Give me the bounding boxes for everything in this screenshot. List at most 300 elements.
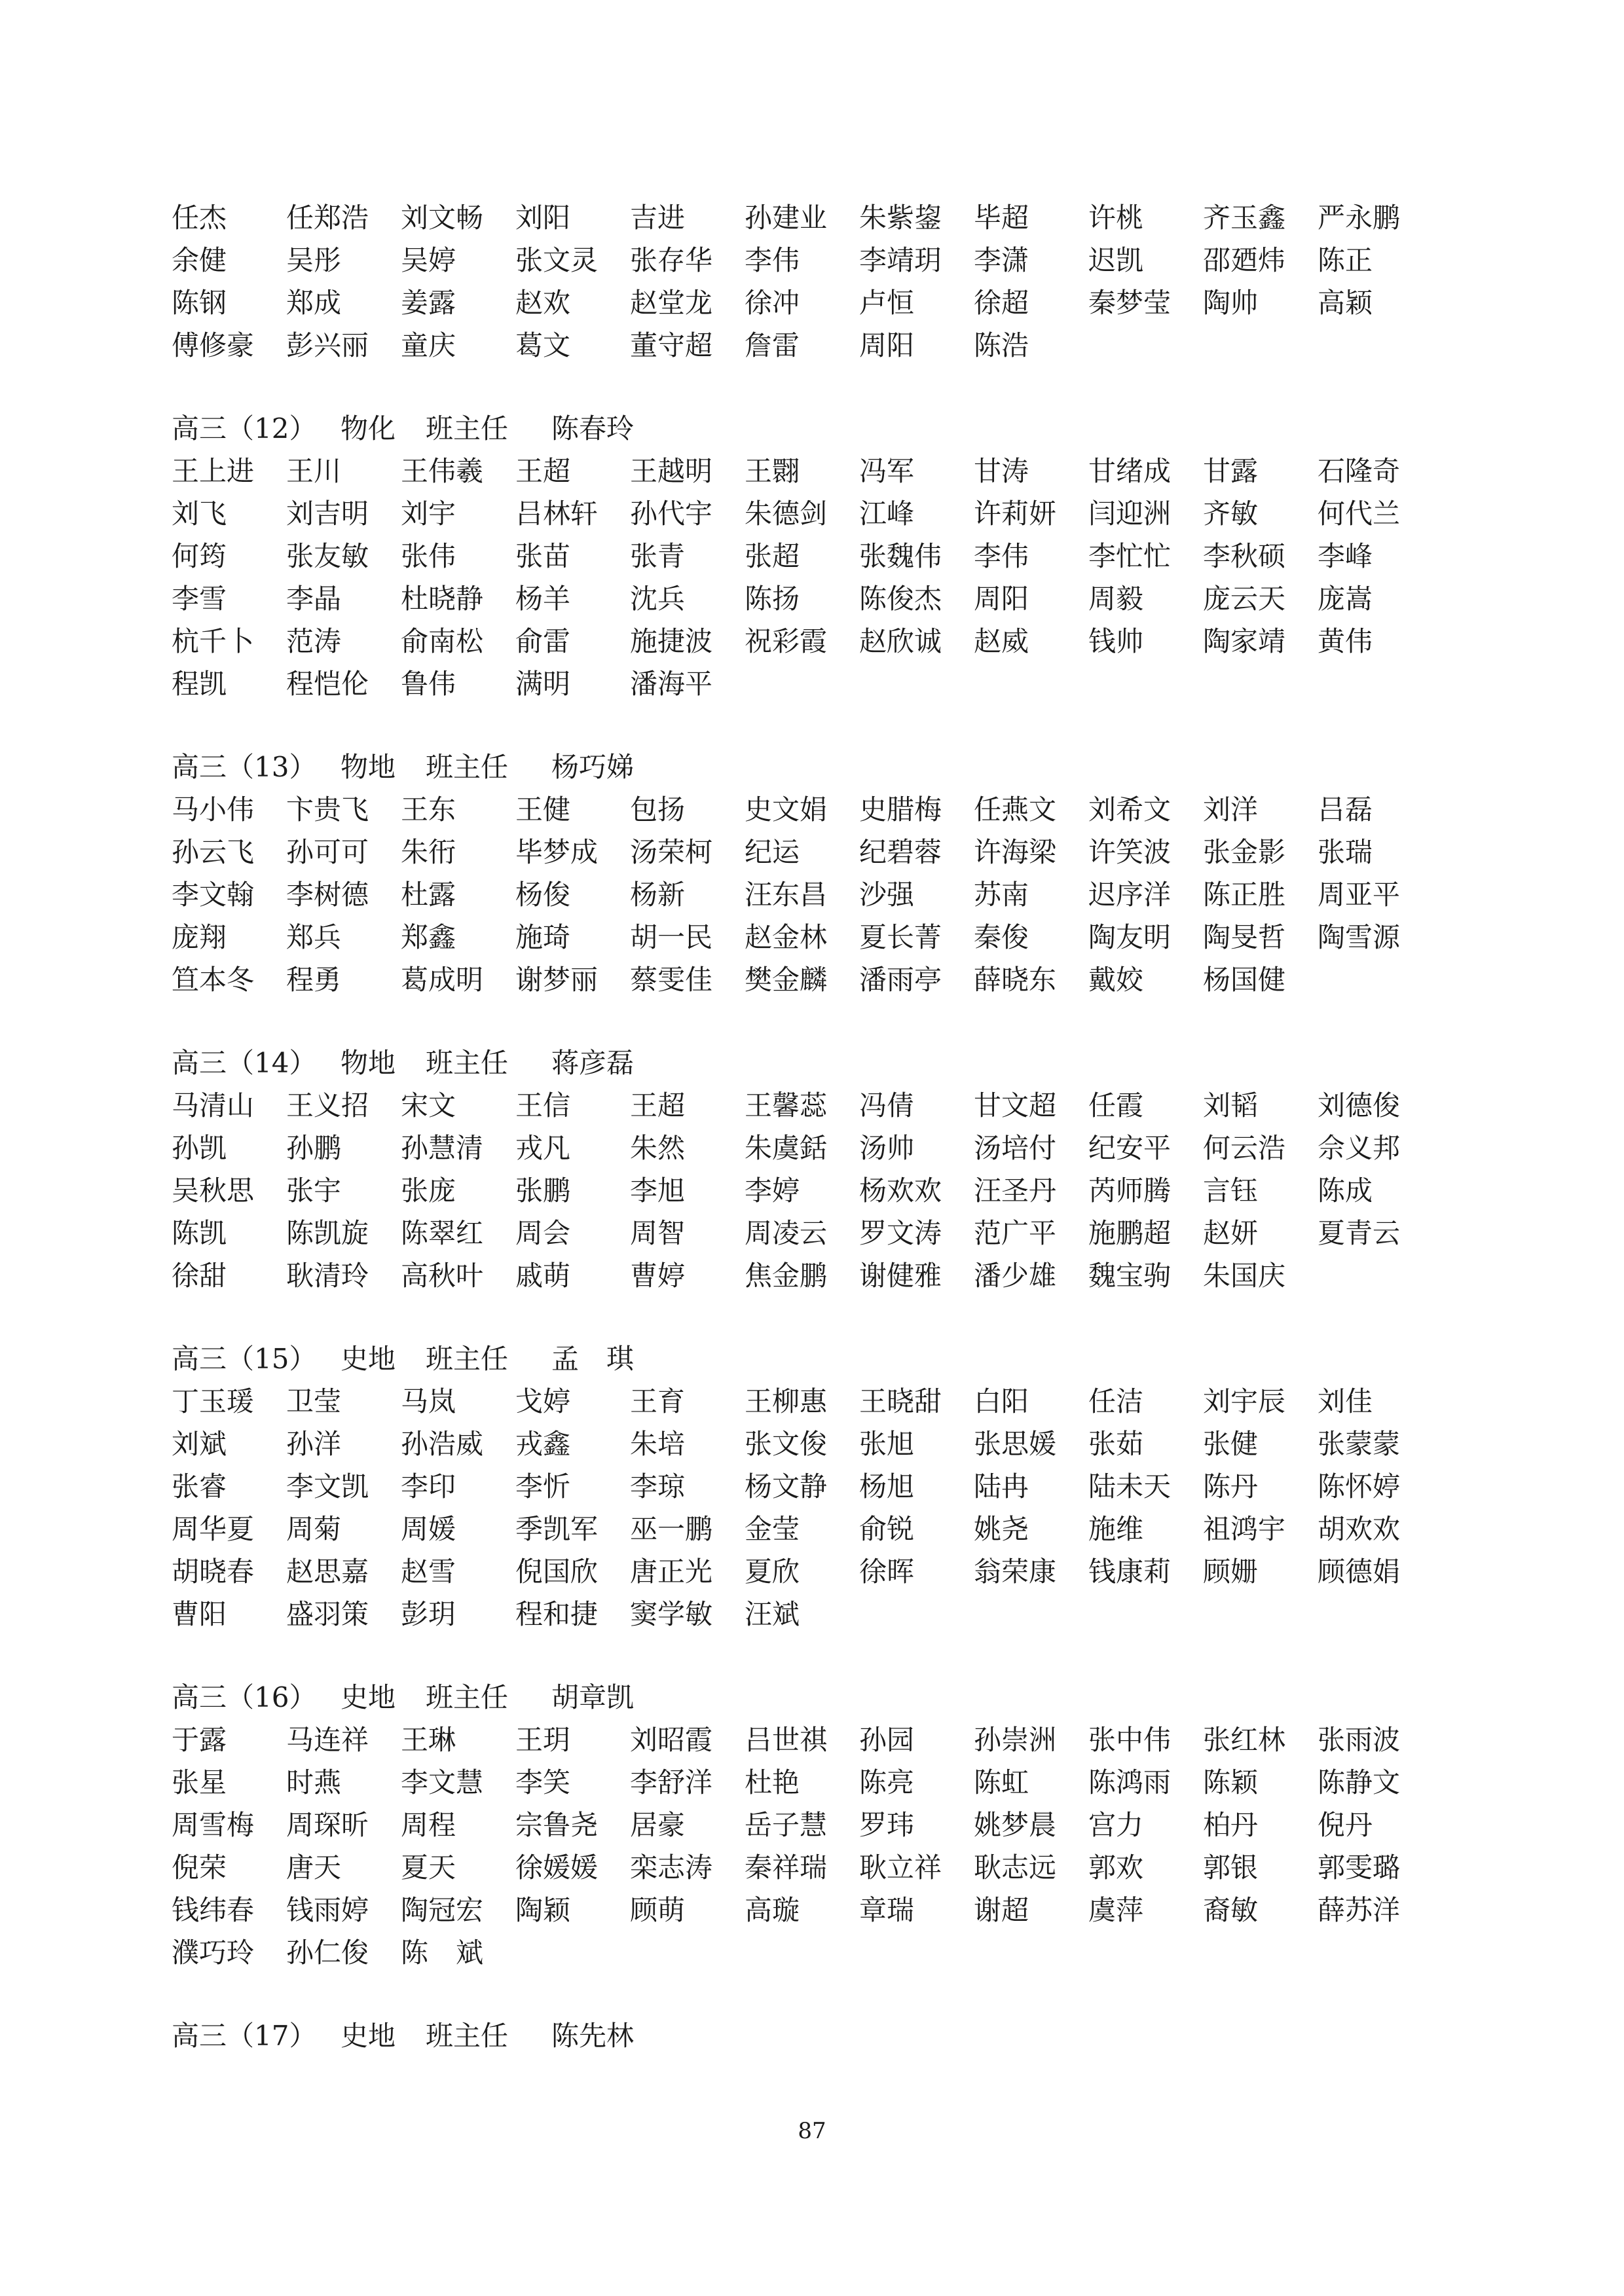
class-header <box>172 2014 1481 2057</box>
student-name: 焦金鹏 <box>745 1260 828 1292</box>
student-name: 卞贵飞 <box>286 793 369 826</box>
student-name: 赵欣诚 <box>859 625 942 657</box>
student-name: 裔敏 <box>1203 1894 1259 1926</box>
student-name: 杜露 <box>401 879 456 911</box>
student-name: 戎鑫 <box>515 1428 571 1460</box>
student-name: 李文慧 <box>401 1766 484 1798</box>
student-name: 葛文 <box>515 329 571 361</box>
student-name: 陶旻哲 <box>1203 921 1286 953</box>
student-name: 齐玉鑫 <box>1203 202 1286 234</box>
student-name: 张青 <box>630 540 686 572</box>
student-name: 李舒洋 <box>630 1766 713 1798</box>
student-name: 王超 <box>515 455 571 487</box>
student-name: 倪丹 <box>1318 1809 1373 1841</box>
student-name: 张存华 <box>630 244 713 276</box>
student-name: 陈正胜 <box>1203 879 1286 911</box>
student-name: 祖鸿宇 <box>1203 1513 1286 1545</box>
class-subject: 史地 <box>341 1343 396 1375</box>
student-name: 孙建业 <box>745 202 828 234</box>
student-name: 汤荣柯 <box>630 836 713 868</box>
student-name: 迟凯 <box>1088 244 1144 276</box>
student-name: 谢健雅 <box>859 1260 942 1292</box>
student-name: 张苗 <box>515 540 571 572</box>
student-name: 刘阳 <box>515 202 571 234</box>
student-name: 彭玥 <box>401 1598 456 1630</box>
student-name: 周会 <box>515 1217 571 1249</box>
student-name: 周雪梅 <box>172 1809 255 1841</box>
student-name: 张星 <box>172 1766 227 1798</box>
student-name: 刘佳 <box>1318 1385 1373 1417</box>
student-name: 陈 斌 <box>401 1937 484 1969</box>
student-name: 张鹏 <box>515 1175 571 1207</box>
class-teacher-role: 班主任 <box>426 751 509 783</box>
student-name: 何代兰 <box>1318 498 1401 530</box>
student-name: 王馨蕊 <box>745 1089 828 1121</box>
student-name: 孙崇洲 <box>974 1724 1057 1756</box>
student-name: 陈静文 <box>1318 1766 1401 1798</box>
student-name: 秦梦莹 <box>1088 287 1172 319</box>
student-name: 纪碧蓉 <box>859 836 942 868</box>
student-name: 许桃 <box>1088 202 1144 234</box>
class-name: 高三（13） <box>172 751 317 783</box>
student-name: 陈俊杰 <box>859 583 942 615</box>
class-subject: 物化 <box>341 412 396 445</box>
student-name: 孙洋 <box>286 1428 342 1460</box>
student-name: 邵廼炜 <box>1203 244 1286 276</box>
student-name: 杨新 <box>630 879 686 911</box>
student-name: 任霞 <box>1088 1089 1144 1121</box>
student-name: 姚梦晨 <box>974 1809 1057 1841</box>
student-name: 王义招 <box>286 1089 369 1121</box>
student-name: 姜露 <box>401 287 456 319</box>
student-name: 董守超 <box>630 329 713 361</box>
student-name: 戚萌 <box>515 1260 571 1292</box>
student-name: 周华夏 <box>172 1513 255 1545</box>
student-name: 濮巧玲 <box>172 1937 255 1969</box>
student-name: 陈正 <box>1318 244 1373 276</box>
student-name: 刘昭霞 <box>630 1724 713 1756</box>
student-name: 芮师腾 <box>1088 1175 1172 1207</box>
student-name: 岳子慧 <box>745 1809 828 1841</box>
student-name: 周凌云 <box>745 1217 828 1249</box>
student-name: 孙凯 <box>172 1132 227 1164</box>
student-name: 钱雨婷 <box>286 1894 369 1926</box>
student-name: 孙慧清 <box>401 1132 484 1164</box>
student-name: 胡晓春 <box>172 1556 255 1588</box>
student-name: 于露 <box>172 1724 227 1756</box>
student-name: 许海梁 <box>974 836 1057 868</box>
student-name: 耿志远 <box>974 1851 1057 1884</box>
class-teacher-name: 孟 琪 <box>551 1343 635 1375</box>
student-name: 王超 <box>630 1089 686 1121</box>
student-name-list <box>172 450 1481 705</box>
student-name: 顾萌 <box>630 1894 686 1926</box>
student-name: 王晓甜 <box>859 1385 942 1417</box>
student-name-list <box>172 788 1481 1001</box>
student-name: 汤培付 <box>974 1132 1057 1164</box>
class-section <box>172 1338 1481 1635</box>
class-teacher-role: 班主任 <box>426 1047 509 1079</box>
student-name: 刘德俊 <box>1318 1089 1401 1121</box>
class-header <box>172 1676 1481 1719</box>
student-name: 笪本冬 <box>172 964 255 996</box>
student-name: 王川 <box>286 455 342 487</box>
student-name: 王柳惠 <box>745 1385 828 1417</box>
student-name: 钱帅 <box>1088 625 1144 657</box>
student-name: 任郑浩 <box>286 202 369 234</box>
student-name: 施捷波 <box>630 625 713 657</box>
student-name: 杨文静 <box>745 1470 828 1503</box>
student-name: 陈鸿雨 <box>1088 1766 1172 1798</box>
class-header <box>172 407 1481 450</box>
student-name: 陶冠宏 <box>401 1894 484 1926</box>
student-name: 甘绪成 <box>1088 455 1172 487</box>
student-name: 严永鹏 <box>1318 202 1401 234</box>
class-subject: 史地 <box>341 1681 396 1713</box>
student-name: 徐超 <box>974 287 1029 319</box>
class-name: 高三（16） <box>172 1681 317 1713</box>
student-name: 葛成明 <box>401 964 484 996</box>
class-roster <box>172 196 1481 2098</box>
student-name: 徐晖 <box>859 1556 915 1588</box>
student-name: 陈钢 <box>172 287 227 319</box>
student-name: 赵妍 <box>1203 1217 1259 1249</box>
student-name: 徐媛媛 <box>515 1851 599 1884</box>
student-name: 俞南松 <box>401 625 484 657</box>
student-name: 窦学敏 <box>630 1598 713 1630</box>
student-name: 盛羽策 <box>286 1598 369 1630</box>
student-name: 王越明 <box>630 455 713 487</box>
student-name: 程勇 <box>286 964 342 996</box>
student-name: 赵思嘉 <box>286 1556 369 1588</box>
student-name: 夏青云 <box>1318 1217 1401 1249</box>
class-teacher-role: 班主任 <box>426 412 509 445</box>
student-name: 彭兴丽 <box>286 329 369 361</box>
student-name: 任燕文 <box>974 793 1057 826</box>
student-name: 卢恒 <box>859 287 915 319</box>
student-name: 陈丹 <box>1203 1470 1259 1503</box>
student-name: 朱培 <box>630 1428 686 1460</box>
student-name: 孙浩威 <box>401 1428 484 1460</box>
student-name: 程和捷 <box>515 1598 599 1630</box>
student-name: 范广平 <box>974 1217 1057 1249</box>
student-name: 樊金麟 <box>745 964 828 996</box>
student-name: 陶家靖 <box>1203 625 1286 657</box>
student-name: 佘义邦 <box>1318 1132 1401 1164</box>
student-name-list <box>172 1380 1481 1635</box>
student-name: 吕世祺 <box>745 1724 828 1756</box>
student-name: 李笑 <box>515 1766 571 1798</box>
student-name: 高秋叶 <box>401 1260 484 1292</box>
student-name: 高璇 <box>745 1894 800 1926</box>
class-section <box>172 1042 1481 1297</box>
student-name: 李潇 <box>974 244 1029 276</box>
student-name: 耿立祥 <box>859 1851 942 1884</box>
student-name: 陈颖 <box>1203 1766 1259 1798</box>
student-name: 夏欣 <box>745 1556 800 1588</box>
student-name: 庞云天 <box>1203 583 1286 615</box>
class-teacher-role: 班主任 <box>426 1681 509 1713</box>
student-name-list <box>172 196 1481 367</box>
student-name: 周程 <box>401 1809 456 1841</box>
student-name: 周阳 <box>859 329 915 361</box>
student-name: 周毅 <box>1088 583 1144 615</box>
student-name: 李雪 <box>172 583 227 615</box>
student-name: 纪运 <box>745 836 800 868</box>
student-name: 汪东昌 <box>745 879 828 911</box>
student-name: 任洁 <box>1088 1385 1144 1417</box>
student-name: 郭银 <box>1203 1851 1259 1884</box>
student-name: 毕超 <box>974 202 1029 234</box>
student-name: 王信 <box>515 1089 571 1121</box>
student-name: 沙强 <box>859 879 915 911</box>
student-name: 张庞 <box>401 1175 456 1207</box>
page-number: 87 <box>798 2118 826 2144</box>
student-name: 唐正光 <box>630 1556 713 1588</box>
student-name: 余健 <box>172 244 227 276</box>
student-name: 纪安平 <box>1088 1132 1172 1164</box>
student-name: 夏天 <box>401 1851 456 1884</box>
student-name: 栾志涛 <box>630 1851 713 1884</box>
student-name: 赵雪 <box>401 1556 456 1588</box>
student-name: 时燕 <box>286 1766 342 1798</box>
student-name: 马清山 <box>172 1089 255 1121</box>
student-name: 张蒙蒙 <box>1318 1428 1401 1460</box>
student-name: 戴姣 <box>1088 964 1144 996</box>
class-subject: 物地 <box>341 751 396 783</box>
student-name: 刘韬 <box>1203 1089 1259 1121</box>
student-name: 陆冉 <box>974 1470 1029 1503</box>
student-name: 李旭 <box>630 1175 686 1207</box>
student-name: 季凯军 <box>515 1513 599 1545</box>
student-name: 陈扬 <box>745 583 800 615</box>
student-name: 杨羊 <box>515 583 571 615</box>
student-name: 吴婷 <box>401 244 456 276</box>
student-name: 史文娟 <box>745 793 828 826</box>
student-name: 王琳 <box>401 1724 456 1756</box>
student-name: 曹阳 <box>172 1598 227 1630</box>
student-name: 李婷 <box>745 1175 800 1207</box>
student-name: 柏丹 <box>1203 1809 1259 1841</box>
student-name: 刘斌 <box>172 1428 227 1460</box>
student-name: 杭千卜 <box>172 625 255 657</box>
student-name: 张瑞 <box>1318 836 1373 868</box>
student-name: 张文俊 <box>745 1428 828 1460</box>
student-name: 陶帅 <box>1203 287 1259 319</box>
student-name: 朱紫鋆 <box>859 202 942 234</box>
student-name: 罗文涛 <box>859 1217 942 1249</box>
student-name: 杨国健 <box>1203 964 1286 996</box>
student-name: 王健 <box>515 793 571 826</box>
student-name: 吴秋思 <box>172 1175 255 1207</box>
student-name: 章瑞 <box>859 1894 915 1926</box>
student-name: 刘宇辰 <box>1203 1385 1286 1417</box>
student-name: 陈虹 <box>974 1766 1029 1798</box>
student-name: 刘洋 <box>1203 793 1259 826</box>
student-name: 言钰 <box>1203 1175 1259 1207</box>
student-name: 张雨波 <box>1318 1724 1401 1756</box>
student-name: 周阳 <box>974 583 1029 615</box>
student-name: 施维 <box>1088 1513 1144 1545</box>
student-name: 戎凡 <box>515 1132 571 1164</box>
class-teacher-name: 蒋彦磊 <box>551 1047 635 1079</box>
student-name: 戈婷 <box>515 1385 571 1417</box>
student-name: 闫迎洲 <box>1088 498 1172 530</box>
student-name: 金莹 <box>745 1513 800 1545</box>
student-name: 孙可可 <box>286 836 369 868</box>
student-name: 吉进 <box>630 202 686 234</box>
student-name: 王玥 <box>515 1724 571 1756</box>
student-name: 翁荣康 <box>974 1556 1057 1588</box>
student-name: 顾德娟 <box>1318 1556 1401 1588</box>
student-name: 庞嵩 <box>1318 583 1373 615</box>
student-name: 李树德 <box>286 879 369 911</box>
student-name: 秦俊 <box>974 921 1029 953</box>
student-name: 冯倩 <box>859 1089 915 1121</box>
student-name: 冯军 <box>859 455 915 487</box>
student-name: 卫莹 <box>286 1385 342 1417</box>
student-name: 王伟羲 <box>401 455 484 487</box>
student-name: 甘露 <box>1203 455 1259 487</box>
student-name: 张旭 <box>859 1428 915 1460</box>
student-name: 高颖 <box>1318 287 1373 319</box>
student-name: 郑成 <box>286 287 342 319</box>
student-name: 李忻 <box>515 1470 571 1503</box>
class-teacher-role: 班主任 <box>426 1343 509 1375</box>
student-name: 赵威 <box>974 625 1029 657</box>
student-name: 宋文 <box>401 1089 456 1121</box>
student-name: 刘希文 <box>1088 793 1172 826</box>
student-name: 张茹 <box>1088 1428 1144 1460</box>
class-name: 高三（12） <box>172 412 317 445</box>
student-name: 夏长菁 <box>859 921 942 953</box>
student-name: 杨旭 <box>859 1470 915 1503</box>
student-name: 满明 <box>515 668 571 700</box>
student-name: 郭雯璐 <box>1318 1851 1401 1884</box>
student-name: 王翾 <box>745 455 800 487</box>
student-name: 钱康莉 <box>1088 1556 1172 1588</box>
class-teacher-name: 陈春玲 <box>551 412 635 445</box>
student-name: 虞萍 <box>1088 1894 1144 1926</box>
student-name: 张红林 <box>1203 1724 1286 1756</box>
student-name: 谢梦丽 <box>515 964 599 996</box>
student-name: 何筠 <box>172 540 227 572</box>
class-name: 高三（17） <box>172 2020 317 2052</box>
student-name: 童庆 <box>401 329 456 361</box>
student-name: 胡一民 <box>630 921 713 953</box>
class-header <box>172 1042 1481 1084</box>
student-name: 曹婷 <box>630 1260 686 1292</box>
student-name: 李晶 <box>286 583 342 615</box>
student-name: 范涛 <box>286 625 342 657</box>
student-name: 陈翠红 <box>401 1217 484 1249</box>
student-name: 孙鹏 <box>286 1132 342 1164</box>
student-name: 张伟 <box>401 540 456 572</box>
student-name: 毕梦成 <box>515 836 599 868</box>
student-name-list <box>172 1719 1481 1974</box>
class-teacher-name: 陈先林 <box>551 2020 635 2052</box>
class-section <box>172 407 1481 705</box>
student-name: 王上进 <box>172 455 255 487</box>
student-name: 包扬 <box>630 793 686 826</box>
student-name: 陈成 <box>1318 1175 1373 1207</box>
student-name: 孙仁俊 <box>286 1937 369 1969</box>
student-name: 迟序洋 <box>1088 879 1172 911</box>
student-name: 吕林轩 <box>515 498 599 530</box>
student-name: 陈浩 <box>974 329 1029 361</box>
student-name: 张宇 <box>286 1175 342 1207</box>
class-name: 高三（15） <box>172 1343 317 1375</box>
student-name: 耿清玲 <box>286 1260 369 1292</box>
student-name: 李忙忙 <box>1088 540 1172 572</box>
student-name: 俞雷 <box>515 625 571 657</box>
student-name: 李靖玥 <box>859 244 942 276</box>
student-name: 顾姗 <box>1203 1556 1259 1588</box>
student-name: 石隆奇 <box>1318 455 1401 487</box>
class-teacher-name: 杨巧娣 <box>551 751 635 783</box>
student-name: 黄伟 <box>1318 625 1373 657</box>
student-name: 薛晓东 <box>974 964 1057 996</box>
student-name: 宫力 <box>1088 1809 1144 1841</box>
student-name: 姚尧 <box>974 1513 1029 1545</box>
student-name: 陈凯 <box>172 1217 227 1249</box>
student-name: 刘飞 <box>172 498 227 530</box>
student-name: 李秋硕 <box>1203 540 1286 572</box>
student-name: 孙代宇 <box>630 498 713 530</box>
student-name: 张睿 <box>172 1470 227 1503</box>
student-name: 施鹏超 <box>1088 1217 1172 1249</box>
student-name: 陈凯旋 <box>286 1217 369 1249</box>
student-name: 周琛昕 <box>286 1809 369 1841</box>
class-subject: 史地 <box>341 2020 396 2052</box>
student-name: 罗玮 <box>859 1809 915 1841</box>
student-name: 白阳 <box>974 1385 1029 1417</box>
student-name: 钱纬春 <box>172 1894 255 1926</box>
student-name: 吴彤 <box>286 244 342 276</box>
student-name: 吕磊 <box>1318 793 1373 826</box>
student-name: 马小伟 <box>172 793 255 826</box>
student-name: 倪荣 <box>172 1851 227 1884</box>
student-name: 张文灵 <box>515 244 599 276</box>
student-name: 汪圣丹 <box>974 1175 1057 1207</box>
class-header <box>172 746 1481 788</box>
student-name: 刘吉明 <box>286 498 369 530</box>
student-name: 傅修豪 <box>172 329 255 361</box>
student-name: 张魏伟 <box>859 540 942 572</box>
class-teacher-name: 胡章凯 <box>551 1681 635 1713</box>
student-name: 胡欢欢 <box>1318 1513 1401 1545</box>
student-name: 孙云飞 <box>172 836 255 868</box>
student-name: 陶颖 <box>515 1894 571 1926</box>
student-name: 程凯 <box>172 668 227 700</box>
student-name: 程恺伦 <box>286 668 369 700</box>
student-name: 许莉妍 <box>974 498 1057 530</box>
student-name: 詹雷 <box>745 329 800 361</box>
student-name: 张友敏 <box>286 540 369 572</box>
student-name: 俞锐 <box>859 1513 915 1545</box>
class-section <box>172 2014 1481 2057</box>
student-name: 何云浩 <box>1203 1132 1286 1164</box>
student-name: 周亚平 <box>1318 879 1401 911</box>
student-name: 杨欢欢 <box>859 1175 942 1207</box>
student-name: 李文翰 <box>172 879 255 911</box>
student-name: 李文凯 <box>286 1470 369 1503</box>
student-name: 汤帅 <box>859 1132 915 1164</box>
student-name: 谢超 <box>974 1894 1029 1926</box>
student-name: 朱虞銛 <box>745 1132 828 1164</box>
student-name-list <box>172 1084 1481 1297</box>
student-name: 赵欢 <box>515 287 571 319</box>
